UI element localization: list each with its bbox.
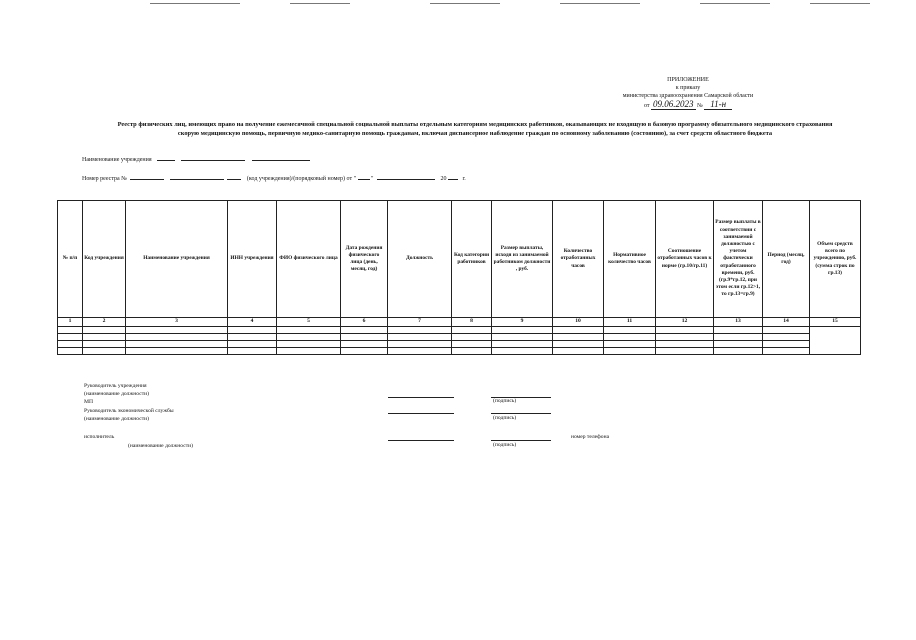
column-number: 12 [656, 318, 714, 327]
table-row [58, 341, 861, 348]
underline [358, 173, 370, 180]
column-header: Период (месяц, год) [763, 201, 810, 318]
column-number: 13 [714, 318, 763, 327]
column-header: Код учреждения [83, 201, 126, 318]
column-header: ФИО физического лица [277, 201, 341, 318]
scan-mark [560, 3, 640, 4]
underline [130, 173, 164, 180]
position-caption: (наименование должности) [84, 416, 150, 422]
institution-label: Наименование учреждения [82, 157, 152, 163]
approval-number: 11-н [704, 99, 732, 110]
scan-mark [700, 3, 770, 4]
approval-title: ПРИЛОЖЕНИЕ [667, 77, 709, 83]
column-number: 3 [126, 318, 228, 327]
underline [157, 154, 175, 161]
column-header: Количество отработанных часов [553, 201, 604, 318]
signature-caption: (подпись) [493, 398, 517, 404]
total-cell [810, 327, 861, 355]
scan-mark [150, 3, 240, 4]
position-caption: (наименование должности) [84, 391, 150, 397]
head-of-institution-label: Руководитель учреждения [84, 383, 147, 389]
underline [181, 154, 245, 161]
signature-caption: (подпись) [493, 442, 517, 448]
column-number: 14 [763, 318, 810, 327]
column-header: Размер выплаты, исходя из занимаемой работником должности , руб. [492, 201, 553, 318]
signature-line [388, 397, 454, 398]
underline [377, 173, 435, 180]
position-caption: (наименование должности) [128, 443, 194, 449]
document-title: Реестр физических лиц, имеющих право на получение ежемесячной специальной социальной выплаты отдельным категориям медицинских работников, оказывающих не входящую в базовую программу обязательного медицинского страхования скорую медицинскую помощь, первичную медико-санитарную помощь гражданам, включая диспансерное наблюдение граждан по основному заболеванию (состоянию), за счет средств областного бюджета [117, 121, 833, 138]
column-header: Дата рождения физического лица (день, месяц, год) [341, 201, 388, 318]
column-header: Объем средств всего по учреждению, руб. (сумма строк по гр.13) [810, 201, 861, 318]
registry-number-hint: (код учреждения)/(порядковый номер) от " [246, 176, 357, 182]
column-header: Нормативное количество часов [604, 201, 656, 318]
column-number: 9 [492, 318, 553, 327]
underline [227, 173, 241, 180]
scan-mark [290, 3, 350, 4]
underline [252, 154, 310, 161]
table-row [58, 334, 861, 341]
column-header: ИНН учреждения [228, 201, 277, 318]
stamp-mark: МП [84, 399, 94, 405]
underline [170, 173, 224, 180]
approval-date: 09.06.2023 [653, 99, 694, 109]
column-header: Код категории работников [452, 201, 492, 318]
table-row [58, 327, 861, 334]
signature-line [491, 440, 551, 441]
column-number: 2 [83, 318, 126, 327]
scan-mark [810, 3, 870, 4]
column-number: 10 [553, 318, 604, 327]
registry-number-field: Номер реестра № (код учреждения)/(порядковый номер) от " " 20 г. [82, 173, 466, 182]
column-number: 8 [452, 318, 492, 327]
underline [448, 173, 458, 180]
phone-number-label: номер телефона [571, 434, 610, 440]
column-header: Наименование учреждения [126, 201, 228, 318]
table-header-row [58, 201, 861, 318]
column-header: № п/п [58, 201, 83, 318]
registry-table [57, 200, 861, 355]
column-number: 15 [810, 318, 861, 327]
column-number: 5 [277, 318, 341, 327]
table-row [58, 348, 861, 355]
registry-number-label: Номер реестра № [82, 176, 127, 182]
signature-line [388, 413, 454, 414]
column-header: Соотношение отработанных часов к норме (гр.10/гр.11) [656, 201, 714, 318]
signature-line [491, 413, 551, 414]
column-number: 6 [341, 318, 388, 327]
column-number: 4 [228, 318, 277, 327]
signature-caption: (подпись) [493, 415, 517, 421]
scan-mark [430, 3, 500, 4]
approval-block [608, 76, 768, 110]
head-of-economic-service-label: Руководитель экономической службы [84, 408, 174, 414]
approval-subtitle: к приказу [675, 85, 701, 91]
approval-date-line: от 09.06.2023 № 11-н [608, 100, 768, 110]
column-number: 7 [388, 318, 452, 327]
institution-field [82, 154, 310, 163]
column-number: 1 [58, 318, 83, 327]
executor-label: исполнитель [84, 434, 115, 440]
approval-ministry: министерства здравоохранения Самарской области [622, 93, 754, 99]
column-number-row [58, 318, 861, 327]
column-header: Размер выплаты в соответствии с занимаемой должностью с учетом фактически отработанного времени, руб. (гр.9*гр.12, при этом если гр.12>1, то гр.13=гр.9) [714, 201, 763, 318]
signature-line [388, 440, 454, 441]
column-header: Должность [388, 201, 452, 318]
column-number: 11 [604, 318, 656, 327]
